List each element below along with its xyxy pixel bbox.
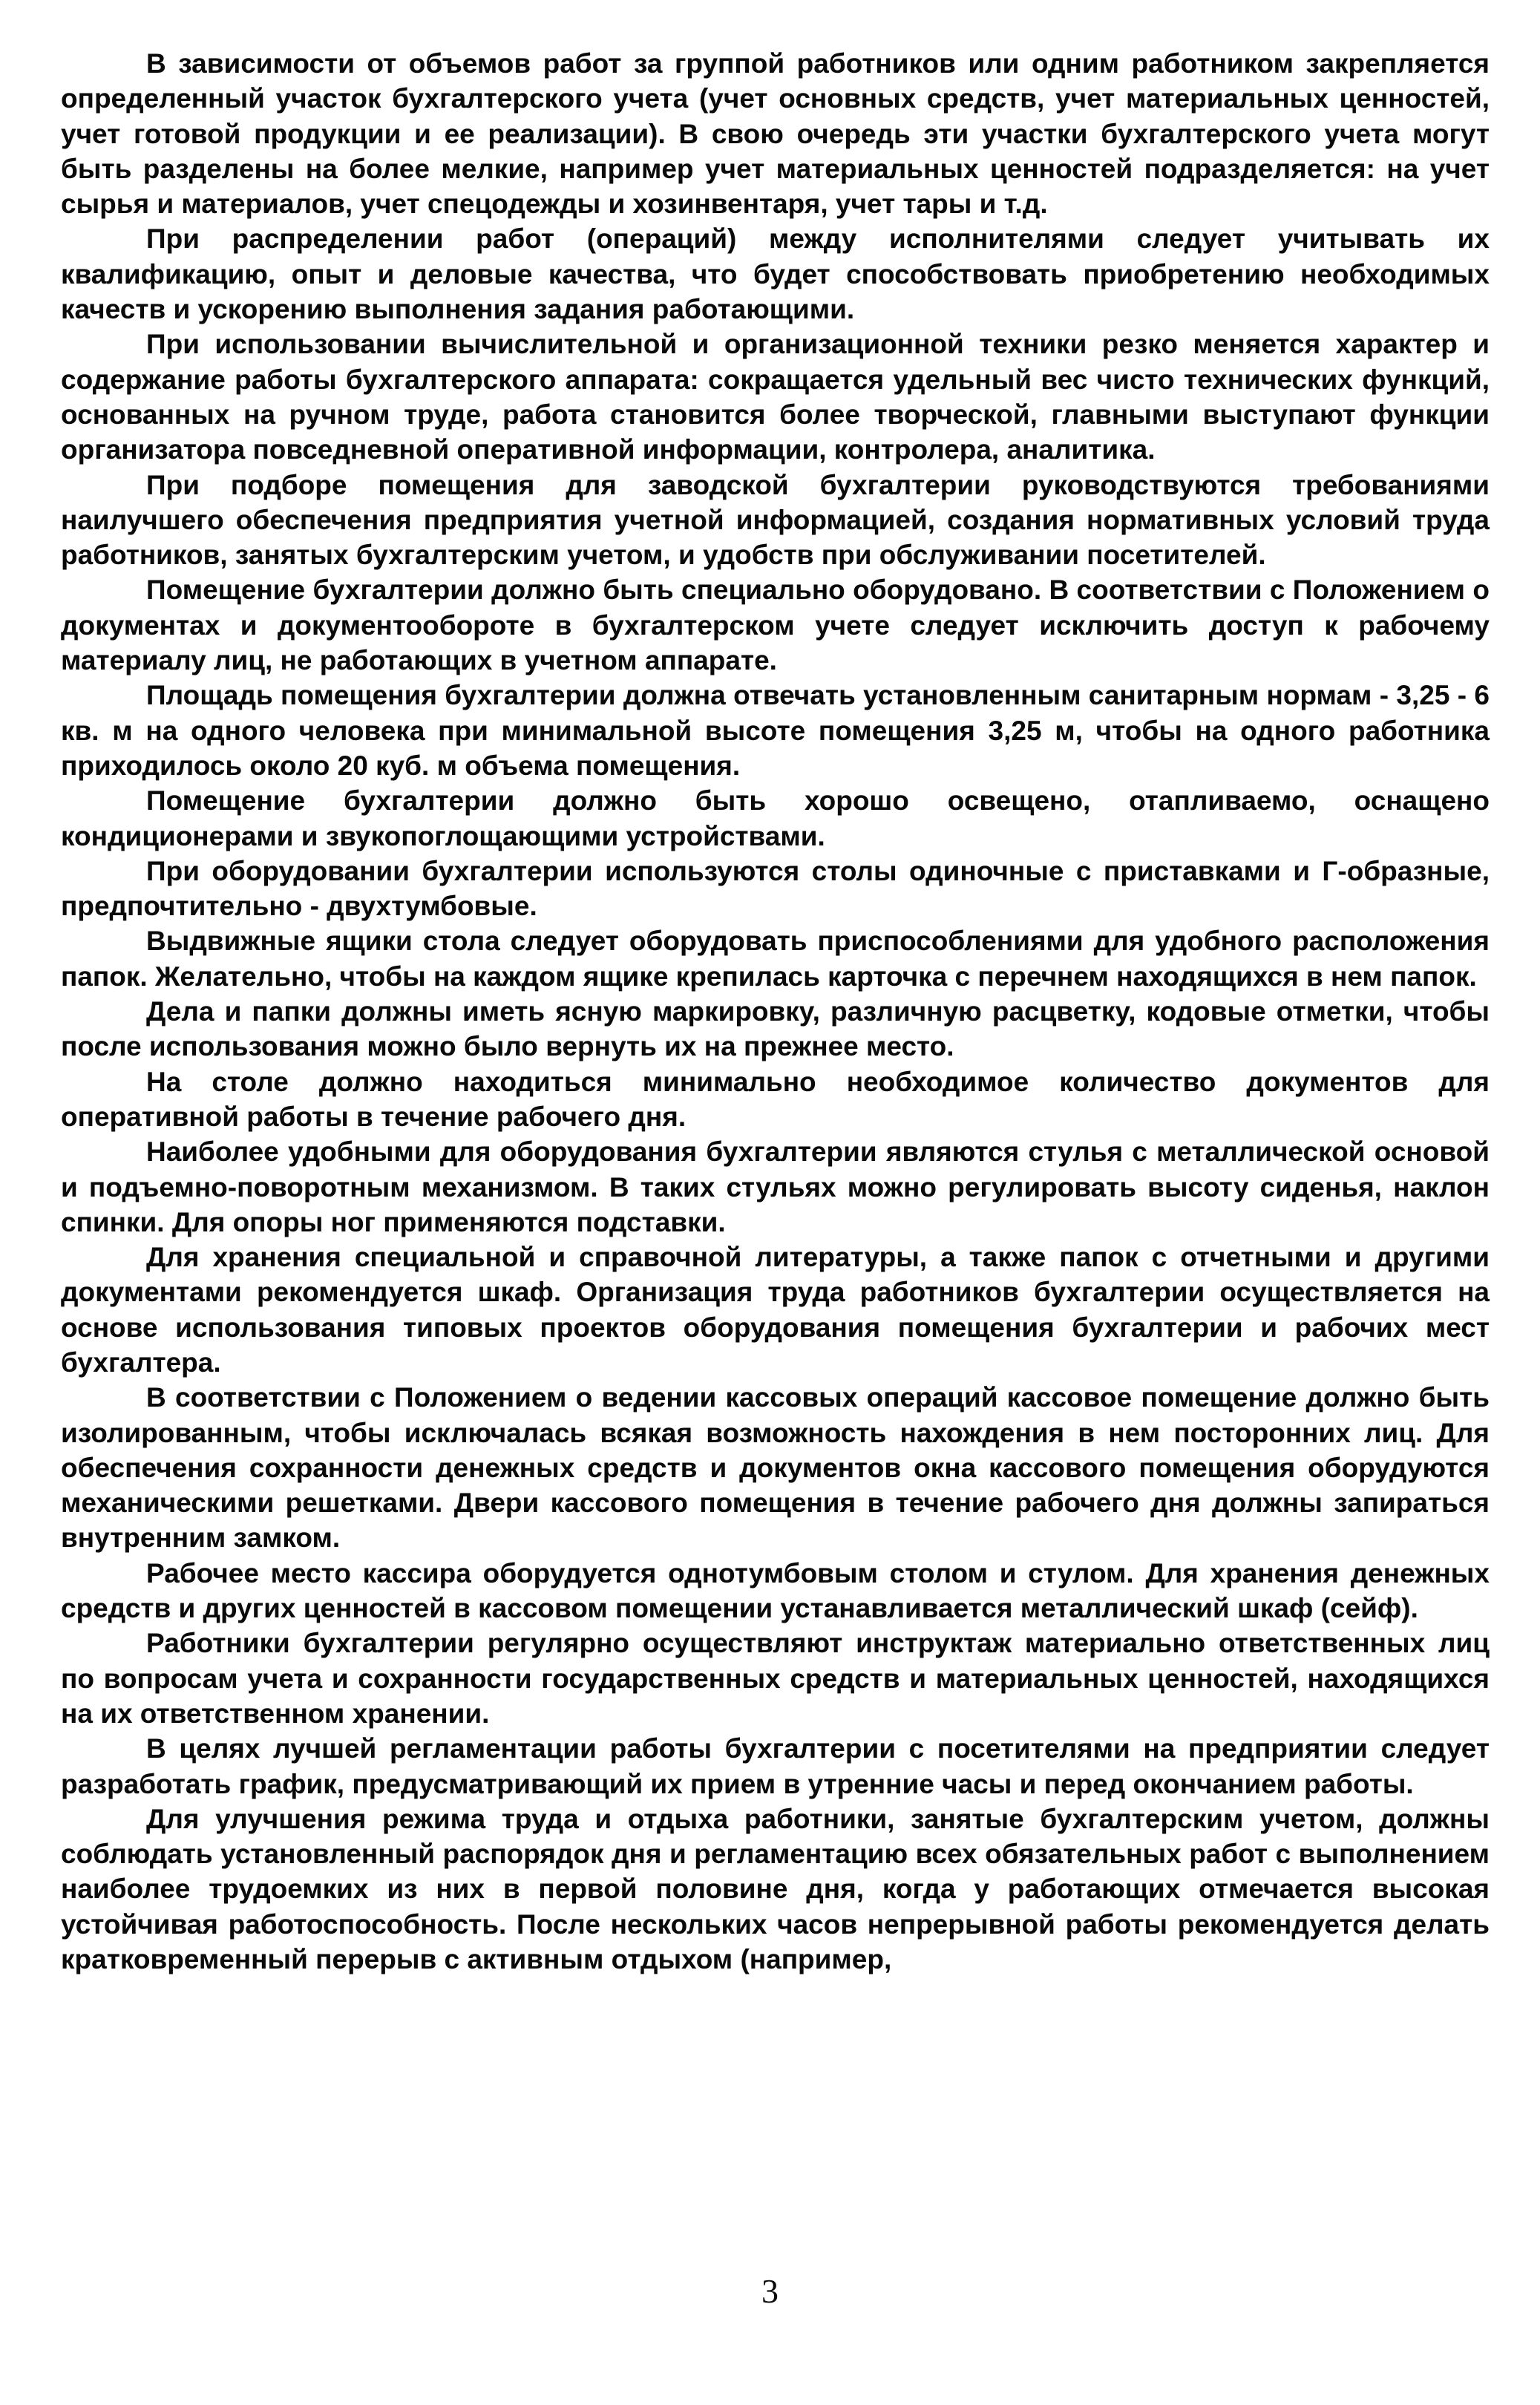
document-page — [61, 46, 1490, 1977]
paragraph-4: При подборе помещения для заводской бухгалтерии руководствуются требованиями наилучшего обеспечения предприятия учетной информацией, создания нормативных условий труда работников, занятых бухгалтерским учетом, и удобств при обслуживании посетителей. — [61, 469, 1490, 571]
paragraph-17: В целях лучшей регламентации работы бухгалтерии с посетителями на предприятии следует разработать график, предусматривающий их прием в утренние часы и перед окончанием работы. — [61, 1733, 1490, 1799]
paragraph-1: В зависимости от объемов работ за группой работников или одним работником закрепляется определенный участок бухгалтерского учета (учет основных средств, учет материальных ценностей, учет готовой продукции и ее реализации). В свою очередь эти участки бухгалтерского учета могут быть разделены на более мелкие, например учет материальных ценностей подразделяется: на учет сырья и материалов, учет спецодежды и хозинвентаря, учет тары и т.д. — [61, 48, 1490, 220]
paragraph-8: При оборудовании бухгалтерии используются столы одиночные с приставками и Г-образные, предпочтительно - двухтумбовые. — [61, 855, 1490, 922]
paragraph-18: Для улучшения режима труда и отдыха работники, занятые бухгалтерским учетом, должны соблюдать установленный распорядок дня и регламентацию всех обязательных работ с выполнением наиболее трудоемких из них в первой половине дня, когда у работающих отмечается высокая устойчивая работоспособность. После нескольких часов непрерывной работы рекомендуется делать кратковременный перерыв с активным отдыхом (например, — [61, 1803, 1490, 1975]
paragraph-3: При использовании вычислительной и организационной техники резко меняется характер и содержание работы бухгалтерского аппарата: сокращается удельный вес чисто технических функций, основанных на ручном труде, работа становится более творческой, главными выступают функции организатора повседневной оперативной информации, контролера, аналитика. — [61, 329, 1490, 465]
paragraph-2: При распределении работ (операций) между исполнителями следует учитывать их квалификацию, опыт и деловые качества, что будет способствовать приобретению необходимых качеств и ускорению выполнения задания работающими. — [61, 223, 1490, 325]
page-number: 3 — [761, 2272, 779, 2310]
paragraph-15: Рабочее место кассира оборудуется однотумбовым столом и стулом. Для хранения денежных средств и других ценностей в кассовом помещении устанавливается металлический шкаф (сейф). — [61, 1557, 1490, 1624]
paragraph-6: Площадь помещения бухгалтерии должна отвечать установленным санитарным нормам - 3,25 - 6 кв. м на одного человека при минимальной высоте помещения 3,25 м, чтобы на одного работника приходилось около 20 куб. м объема помещения. — [61, 680, 1490, 781]
paragraph-11: На столе должно находиться минимально необходимое количество документов для оперативной работы в течение рабочего дня. — [61, 1066, 1490, 1132]
paragraph-7: Помещение бухгалтерии должно быть хорошо освещено, отапливаемо, оснащено кондиционерами и звукопоглощающими устройствами. — [61, 785, 1490, 851]
paragraph-12: Наиболее удобными для оборудования бухгалтерии являются стулья с металлической основой и подъемно-поворотным механизмом. В таких стульях можно регулировать высоту сиденья, наклон спинки. Для опоры ног применяются подставки. — [61, 1136, 1490, 1237]
paragraph-13: Для хранения специальной и справочной литературы, а также папок с отчетными и другими документами рекомендуется шкаф. Организация труда работников бухгалтерии осуществляется на основе использования типовых проектов оборудования помещения бухгалтерии и рабочих мест бухгалтера. — [61, 1242, 1490, 1378]
paragraph-5: Помещение бухгалтерии должно быть специально оборудовано. В соответствии с Положением о документах и документообороте в бухгалтерском учете следует исключить доступ к рабочему материалу лиц, не работающих в учетном аппарате. — [61, 575, 1490, 676]
paragraph-9: Выдвижные ящики стола следует оборудовать приспособлениями для удобного расположения папок. Желательно, чтобы на каждом ящике крепилась карточка с перечнем находящихся в нем папок. — [61, 926, 1490, 992]
paragraph-10: Дела и папки должны иметь ясную маркировку, различную расцветку, кодовые отметки, чтобы после использования можно было вернуть их на прежнее место. — [61, 996, 1490, 1062]
paragraph-14: В соответствии с Положением о ведении кассовых операций кассовое помещение должно быть изолированным, чтобы исключалась всякая возможность нахождения в нем посторонних лиц. Для обеспечения сохранности денежных средств и документов окна кассового помещения оборудуются механическими решетками. Двери кассового помещения в течение рабочего дня должны запираться внутренним замком. — [61, 1382, 1490, 1554]
paragraph-16: Работники бухгалтерии регулярно осуществляют инструктаж материально ответственных лиц по вопросам учета и сохранности государственных средств и материальных ценностей, находящихся на их ответственном хранении. — [61, 1628, 1490, 1729]
